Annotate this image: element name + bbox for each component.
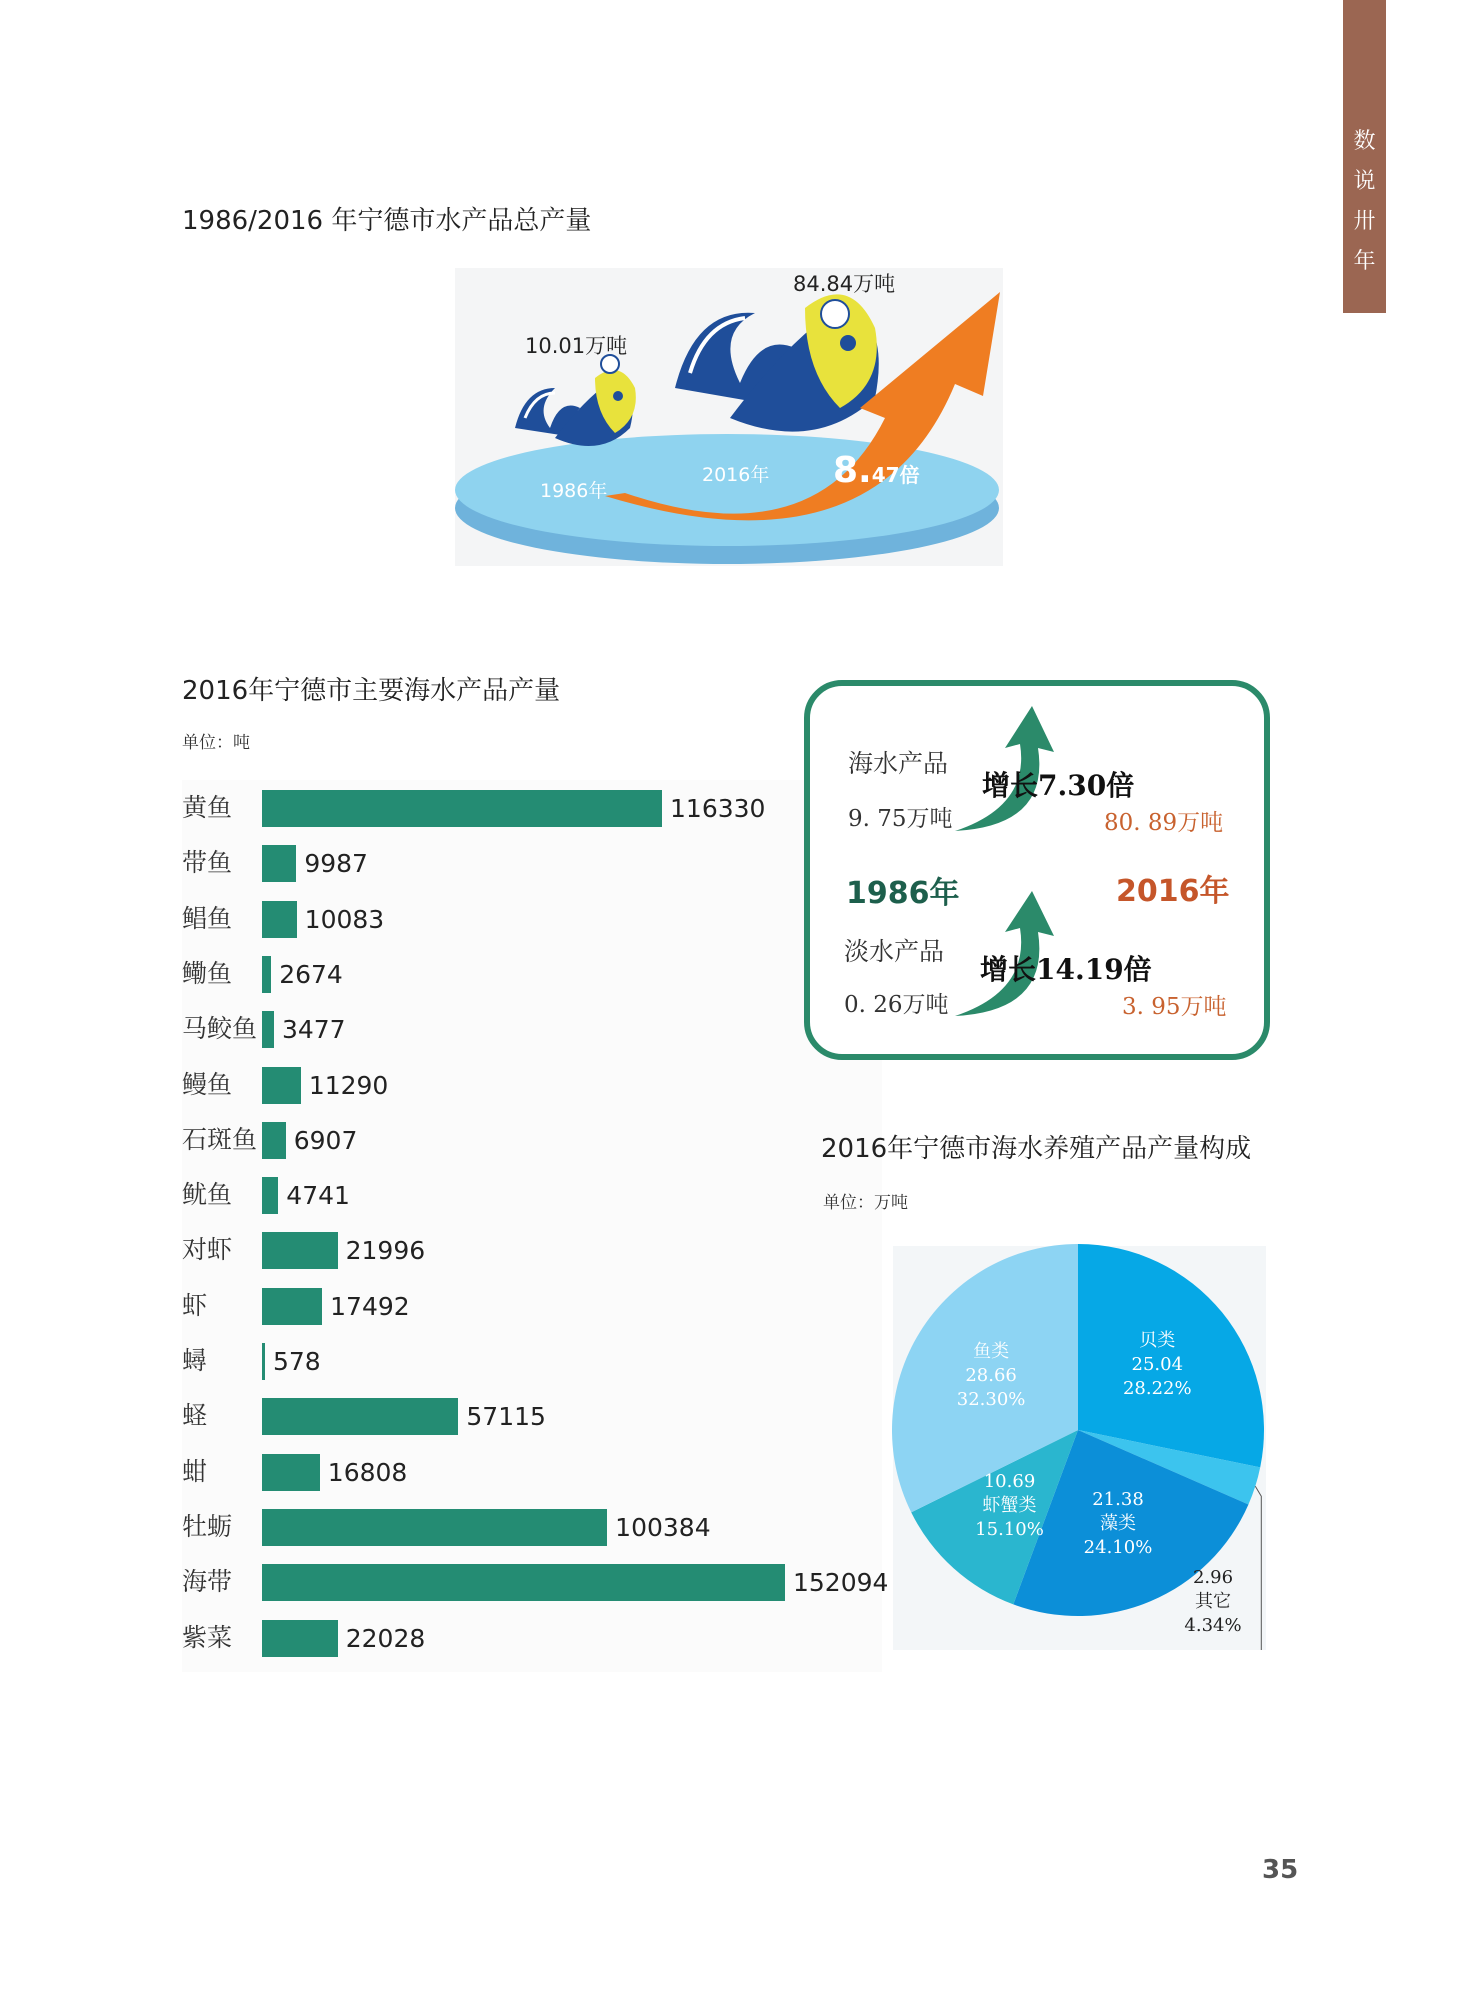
pie-slice-label: 21.38 藻类 24.10% [1083, 1489, 1153, 1559]
pie-slice-label: 10.69 虾蟹类 15.10% [975, 1470, 1044, 1540]
bar-category-label: 蚶 [182, 1456, 208, 1486]
fresh-growth-text: 增长14.19倍 [980, 953, 1152, 986]
bar-value-label: 2674 [279, 959, 343, 989]
bar-value-label: 22028 [345, 1623, 426, 1653]
multiple-small: 47倍 [871, 463, 920, 487]
pie-slice-label: 2.96 其它 4.34% [1184, 1567, 1242, 1636]
bar [262, 1564, 785, 1601]
bar [262, 1454, 320, 1491]
bar [262, 1067, 301, 1104]
fresh-1986-value: 0. 26万吨 [844, 992, 949, 1018]
bar-value-label: 3477 [281, 1015, 346, 1045]
production-infographic [455, 268, 1003, 566]
bar-value-label: 11290 [308, 1070, 389, 1100]
bar-category-label: 黄鱼 [182, 793, 233, 822]
bar [262, 1122, 286, 1159]
year-1986-label: 1986年 [540, 480, 608, 502]
bar-category-label: 鳓鱼 [182, 958, 233, 988]
bar-value-label: 152094 [793, 1568, 889, 1598]
bar-category-label: 紫菜 [182, 1622, 233, 1652]
bar-category-label: 蟳 [182, 1346, 208, 1375]
sea-1986-value: 9. 75万吨 [848, 806, 953, 832]
section1-title: 1986/2016 年宁德市水产品总产量 [182, 206, 592, 236]
year-2016-label: 2016年 [702, 464, 770, 486]
bar-category-label: 石斑鱼 [182, 1124, 258, 1154]
multiple-big: 8. [833, 450, 872, 491]
infographic-graphic [455, 268, 1003, 566]
bar-value-label: 57115 [466, 1402, 546, 1432]
bar-value-label: 578 [273, 1347, 321, 1376]
bar [262, 901, 297, 938]
pie-slice-label: 贝类 25.04 28.22% [1122, 1330, 1192, 1400]
bar-category-label: 对虾 [182, 1235, 233, 1265]
bar [262, 790, 662, 827]
bar [262, 956, 271, 993]
bar [262, 1232, 338, 1269]
bar [262, 845, 296, 882]
bar-value-label: 116330 [670, 794, 766, 823]
bar-category-label: 带鱼 [182, 848, 233, 878]
growth-comparison-box [804, 680, 1270, 1060]
year-2016-heading: 2016年 [1116, 874, 1230, 909]
bar-value-label: 4741 [286, 1181, 350, 1211]
value-1986: 10.01万吨 [525, 334, 628, 358]
bar-category-label: 海带 [182, 1567, 233, 1597]
small-fish-icon [515, 355, 636, 446]
growth-arrows-graphic [950, 706, 1070, 1046]
section2-title: 2016年宁德市主要海水产品产量 [182, 676, 561, 706]
sea-product-label: 海水产品 [848, 749, 949, 778]
section2-unit: 单位：吨 [182, 733, 250, 753]
bar-category-label: 鲳鱼 [182, 903, 233, 933]
pie-slice-label: 鱼类 28.66 32.30% [956, 1341, 1026, 1410]
sea-2016-value: 80. 89万吨 [1104, 810, 1224, 836]
bar-value-label: 16808 [327, 1457, 408, 1487]
value-2016: 84.84万吨 [793, 272, 896, 296]
bar [262, 1011, 274, 1048]
bar [262, 1343, 265, 1380]
multiple-label [833, 450, 920, 491]
bar-value-label: 100384 [615, 1512, 711, 1542]
fresh-product-label: 淡水产品 [844, 937, 945, 966]
large-fish-icon [675, 294, 879, 431]
bar [262, 1620, 338, 1657]
bar-category-label: 鳗鱼 [182, 1069, 233, 1099]
section3-title: 2016年宁德市海水养殖产品产量构成 [821, 1134, 1252, 1164]
bar-value-label: 6907 [293, 1125, 358, 1155]
bar-category-label: 虾 [182, 1290, 208, 1320]
bar [262, 1288, 322, 1325]
bar [262, 1177, 278, 1214]
side-tab-text: 数 说 卅 年 [1353, 129, 1376, 274]
bar-category-label: 马鲛鱼 [182, 1014, 258, 1044]
page-number: 35 [1262, 1855, 1299, 1885]
section3-unit: 单位：万吨 [823, 1193, 908, 1213]
bar [262, 1509, 607, 1546]
bar-value-label: 21996 [345, 1236, 426, 1266]
sea-growth-text: 增长7.30倍 [982, 769, 1135, 802]
bar-value-label: 17492 [330, 1291, 410, 1321]
bar-value-label: 9987 [304, 849, 368, 879]
bar-category-label: 牡蛎 [182, 1511, 233, 1541]
fresh-2016-value: 3. 95万吨 [1122, 994, 1227, 1020]
bar-category-label: 鱿鱼 [182, 1180, 233, 1210]
year-1986-heading: 1986年 [846, 876, 960, 911]
bar [262, 1398, 458, 1435]
pie-leader-line [1255, 1486, 1261, 1650]
bar-category-label: 蛏 [182, 1401, 208, 1431]
bar-value-label: 10083 [304, 904, 385, 934]
